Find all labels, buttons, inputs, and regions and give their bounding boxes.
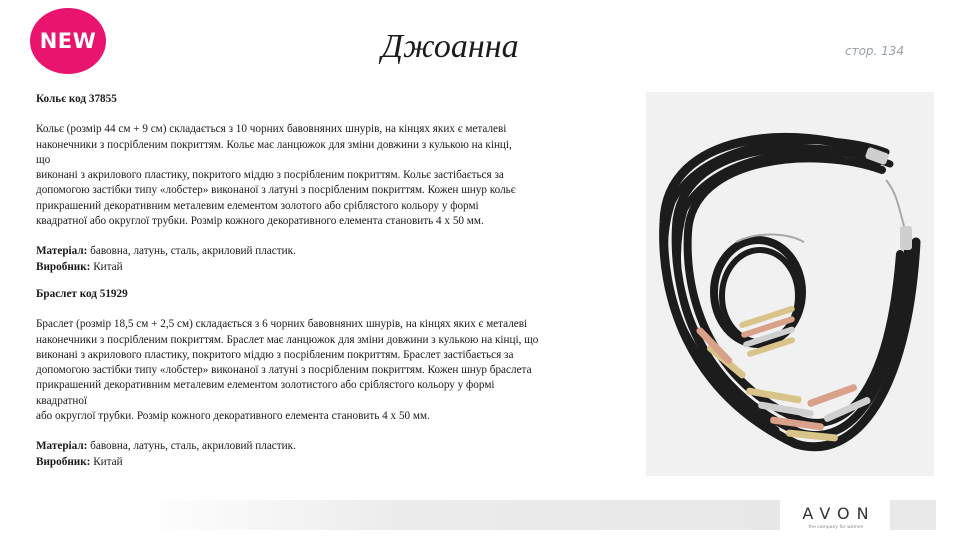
material-value: бавовна, латунь, сталь, акриловий пластик.: [87, 245, 296, 258]
new-badge-label: NEW: [39, 29, 97, 53]
maker-value: Китай: [90, 260, 123, 273]
necklace-material: [36, 244, 628, 259]
product-photo: [646, 92, 934, 476]
necklace-heading: Кольє код 37855: [36, 93, 117, 105]
bracelet-material: [36, 439, 628, 454]
bracelet-heading: Браслет код 51929: [36, 287, 128, 300]
material-value: бавовна, латунь, сталь, акриловий пластик.: [87, 440, 296, 453]
maker-value: Китай: [90, 455, 123, 468]
bracelet-description-line: прикрашений декоративним металевим елементом золотистого або сріблястого кольору у формі: [36, 379, 495, 392]
bracelet-description-line: виконані з акрилового пластику, покритого міддю з посрібленим покриттям. Браслет застібається за: [36, 348, 514, 361]
logo-tagline: the company for women: [808, 525, 864, 530]
jewelry-illustration: [646, 92, 934, 476]
page-title: Джоанна: [381, 28, 519, 65]
maker-label: Виробник:: [36, 455, 91, 468]
bracelet-description-line: квадратної: [36, 394, 88, 407]
necklace-description-line: виконані з акрилового пластику, покритого міддю з посрібленим покриттям. Кольє застібається за: [36, 169, 504, 182]
bracelet-description-line: допомогою застібки типу «лобстер» виконаної з латуні з посрібленим покриттям. Кожен шнур браслета: [36, 364, 532, 377]
page-number: стор. 134: [845, 44, 905, 58]
material-label: Матеріал:: [36, 440, 88, 453]
footer-strip-right: [890, 500, 936, 530]
bracelet-maker: [36, 455, 628, 470]
necklace-description-line: наконечники з посрібленим покриттям. Кольє має ланцюжок для зміни довжини з кулькою на кінці,: [36, 138, 512, 151]
footer-strip: [140, 500, 780, 530]
maker-label: Виробник:: [36, 260, 91, 273]
necklace-description-line: допомогою застібки типу «лобстер» виконаної з латуні з посрібленим покриттям. Кожен шнур кольє: [36, 184, 516, 197]
bracelet-description-line: або округлої трубки. Розмір кожного декоративного елемента становить 4 х 50 мм.: [36, 410, 430, 423]
bracelet-description-line: Браслет (розмір 18,5 см + 2,5 см) складається з 6 чорних бавовняних шнурів, на кінцях яких є металеві: [36, 318, 528, 331]
necklace-description-line: квадратної або округлої трубки. Розмір кожного декоративного елемента становить 4 х 50 мм.: [36, 215, 484, 228]
necklace-maker: [36, 260, 628, 275]
avon-logo: [784, 498, 888, 538]
logo-wordmark: AVON: [802, 504, 876, 523]
necklace-description-line: що: [36, 153, 51, 166]
necklace-description-line: прикрашений декоративним металевим елементом золотого або сріблястого кольору у формі: [36, 199, 479, 212]
product-description: [36, 92, 628, 470]
bracelet-description-line: наконечники з посрібленим покриттям. Браслет має ланцюжок для зміни довжини з кулькою на кінці, що: [36, 333, 539, 346]
necklace-description-line: Кольє (розмір 44 см + 9 см) складається з 10 чорних бавовняних шнурів, на кінцях яких є металеві: [36, 123, 507, 136]
material-label: Матеріал:: [36, 245, 88, 258]
